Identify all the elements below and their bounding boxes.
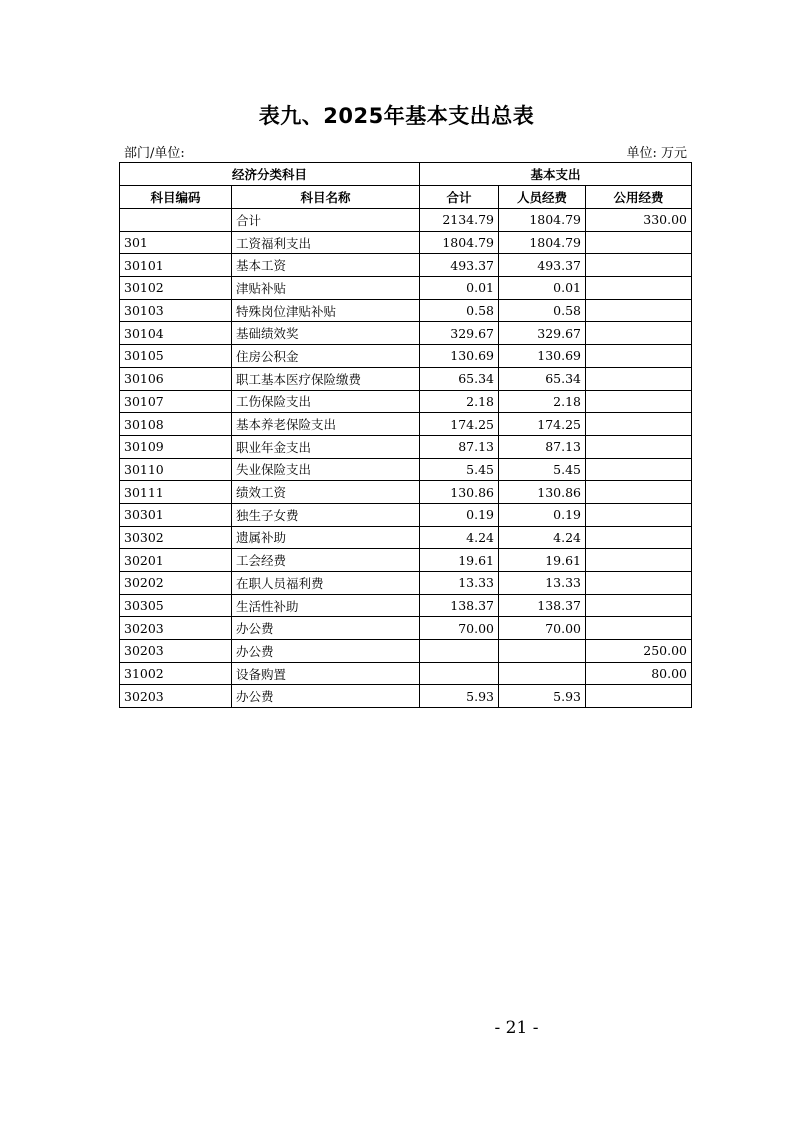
table-row — [120, 594, 692, 617]
total-cell: 329.67 — [420, 322, 499, 345]
total-cell: 2.18 — [420, 390, 499, 413]
personnel-cell: 493.37 — [499, 254, 586, 277]
personnel-cell — [499, 662, 586, 685]
code-cell: 30108 — [120, 413, 232, 436]
name-cell: 津贴补贴 — [232, 277, 420, 300]
total-cell: 4.24 — [420, 526, 499, 549]
personnel-cell: 87.13 — [499, 435, 586, 458]
personnel-cell: 65.34 — [499, 367, 586, 390]
basic-expense-header: 基本支出 — [420, 163, 692, 186]
table-body — [120, 209, 692, 708]
code-cell: 30111 — [120, 481, 232, 504]
name-cell: 特殊岗位津贴补贴 — [232, 299, 420, 322]
name-cell: 设备购置 — [232, 662, 420, 685]
code-cell: 30302 — [120, 526, 232, 549]
personnel-cell: 70.00 — [499, 617, 586, 640]
total-cell: 0.19 — [420, 503, 499, 526]
personnel-cell: 19.61 — [499, 549, 586, 572]
table-row — [120, 503, 692, 526]
code-cell: 30203 — [120, 617, 232, 640]
name-cell: 职业年金支出 — [232, 435, 420, 458]
public-cell — [586, 413, 692, 436]
table-row — [120, 390, 692, 413]
personnel-cell: 5.45 — [499, 458, 586, 481]
public-cell — [586, 685, 692, 708]
group-header-row — [120, 163, 692, 186]
public-cell — [586, 526, 692, 549]
unit-label: 单位: 万元 — [626, 146, 687, 161]
public-cell: 250.00 — [586, 640, 692, 663]
public-cell — [586, 277, 692, 300]
name-cell: 合计 — [232, 209, 420, 232]
total-cell: 65.34 — [420, 367, 499, 390]
personnel-cell: 5.93 — [499, 685, 586, 708]
name-cell: 遗属补助 — [232, 526, 420, 549]
total-cell: 0.58 — [420, 299, 499, 322]
public-cell — [586, 435, 692, 458]
personnel-cell: 13.33 — [499, 572, 586, 595]
name-cell: 生活性补助 — [232, 594, 420, 617]
public-cell — [586, 549, 692, 572]
econ-class-header: 经济分类科目 — [120, 163, 420, 186]
table-row — [120, 345, 692, 368]
code-cell: 30202 — [120, 572, 232, 595]
code-cell: 30110 — [120, 458, 232, 481]
total-cell: 130.69 — [420, 345, 499, 368]
name-cell: 工资福利支出 — [232, 231, 420, 254]
personnel-cell: 329.67 — [499, 322, 586, 345]
total-cell: 2134.79 — [420, 209, 499, 232]
code-cell: 30109 — [120, 435, 232, 458]
name-column-header: 科目名称 — [232, 186, 420, 209]
total-cell: 0.01 — [420, 277, 499, 300]
code-column-header: 科目编码 — [120, 186, 232, 209]
public-cell — [586, 390, 692, 413]
personnel-cell: 174.25 — [499, 413, 586, 436]
name-cell: 办公费 — [232, 617, 420, 640]
name-cell: 在职人员福利费 — [232, 572, 420, 595]
public-cell — [586, 345, 692, 368]
total-cell: 13.33 — [420, 572, 499, 595]
total-cell: 5.45 — [420, 458, 499, 481]
total-cell: 138.37 — [420, 594, 499, 617]
dept-label: 部门/单位: — [124, 146, 185, 161]
public-cell: 330.00 — [586, 209, 692, 232]
page-number: - 21 - — [494, 1018, 539, 1038]
total-cell: 174.25 — [420, 413, 499, 436]
public-cell: 80.00 — [586, 662, 692, 685]
code-cell: 30106 — [120, 367, 232, 390]
total-cell: 1804.79 — [420, 231, 499, 254]
name-cell: 工会经费 — [232, 549, 420, 572]
personnel-cell: 1804.79 — [499, 231, 586, 254]
code-cell: 30101 — [120, 254, 232, 277]
code-cell: 30107 — [120, 390, 232, 413]
page-title: 表九、2025年基本支出总表 — [258, 104, 535, 128]
code-cell: 30203 — [120, 640, 232, 663]
public-cell — [586, 231, 692, 254]
table-row — [120, 277, 692, 300]
total-cell: 5.93 — [420, 685, 499, 708]
name-cell: 住房公积金 — [232, 345, 420, 368]
total-cell: 19.61 — [420, 549, 499, 572]
name-cell: 办公费 — [232, 685, 420, 708]
table-row — [120, 458, 692, 481]
column-header-row — [120, 186, 692, 209]
public-cell — [586, 322, 692, 345]
table-row — [120, 662, 692, 685]
public-cell — [586, 572, 692, 595]
name-cell: 职工基本医疗保险缴费 — [232, 367, 420, 390]
personnel-cell: 130.69 — [499, 345, 586, 368]
total-cell: 493.37 — [420, 254, 499, 277]
table-row — [120, 367, 692, 390]
name-cell: 失业保险支出 — [232, 458, 420, 481]
total-cell: 130.86 — [420, 481, 499, 504]
public-cell — [586, 254, 692, 277]
total-cell — [420, 640, 499, 663]
personnel-cell: 2.18 — [499, 390, 586, 413]
table-row — [120, 299, 692, 322]
table-row — [120, 526, 692, 549]
table-row — [120, 209, 692, 232]
public-cell — [586, 594, 692, 617]
public-cell — [586, 481, 692, 504]
table-row — [120, 549, 692, 572]
personnel-cell — [499, 640, 586, 663]
name-cell: 绩效工资 — [232, 481, 420, 504]
code-cell: 30203 — [120, 685, 232, 708]
personnel-cell: 0.19 — [499, 503, 586, 526]
public-cell — [586, 367, 692, 390]
personnel-cell: 4.24 — [499, 526, 586, 549]
table-row — [120, 254, 692, 277]
total-column-header: 合计 — [420, 186, 499, 209]
name-cell: 基础绩效奖 — [232, 322, 420, 345]
personnel-cell: 138.37 — [499, 594, 586, 617]
public-cell — [586, 458, 692, 481]
code-cell: 301 — [120, 231, 232, 254]
code-cell: 30103 — [120, 299, 232, 322]
table-row — [120, 572, 692, 595]
public-cell — [586, 299, 692, 322]
code-cell: 30105 — [120, 345, 232, 368]
name-cell: 工伤保险支出 — [232, 390, 420, 413]
public-cell — [586, 617, 692, 640]
code-cell: 30305 — [120, 594, 232, 617]
total-cell: 70.00 — [420, 617, 499, 640]
personnel-cell: 130.86 — [499, 481, 586, 504]
name-cell: 办公费 — [232, 640, 420, 663]
code-cell: 30301 — [120, 503, 232, 526]
personnel-column-header: 人员经费 — [499, 186, 586, 209]
table-row — [120, 322, 692, 345]
table-row — [120, 435, 692, 458]
public-cell — [586, 503, 692, 526]
code-cell: 30104 — [120, 322, 232, 345]
name-cell: 基本养老保险支出 — [232, 413, 420, 436]
total-cell — [420, 662, 499, 685]
code-cell — [120, 209, 232, 232]
table-row — [120, 685, 692, 708]
personnel-cell: 0.01 — [499, 277, 586, 300]
code-cell: 30201 — [120, 549, 232, 572]
table-row — [120, 413, 692, 436]
basic-expense-table — [119, 162, 692, 708]
table-row — [120, 231, 692, 254]
table-row — [120, 640, 692, 663]
table-row — [120, 481, 692, 504]
name-cell: 独生子女费 — [232, 503, 420, 526]
total-cell: 87.13 — [420, 435, 499, 458]
personnel-cell: 1804.79 — [499, 209, 586, 232]
personnel-cell: 0.58 — [499, 299, 586, 322]
code-cell: 31002 — [120, 662, 232, 685]
table-row — [120, 617, 692, 640]
code-cell: 30102 — [120, 277, 232, 300]
name-cell: 基本工资 — [232, 254, 420, 277]
public-column-header: 公用经费 — [586, 186, 692, 209]
